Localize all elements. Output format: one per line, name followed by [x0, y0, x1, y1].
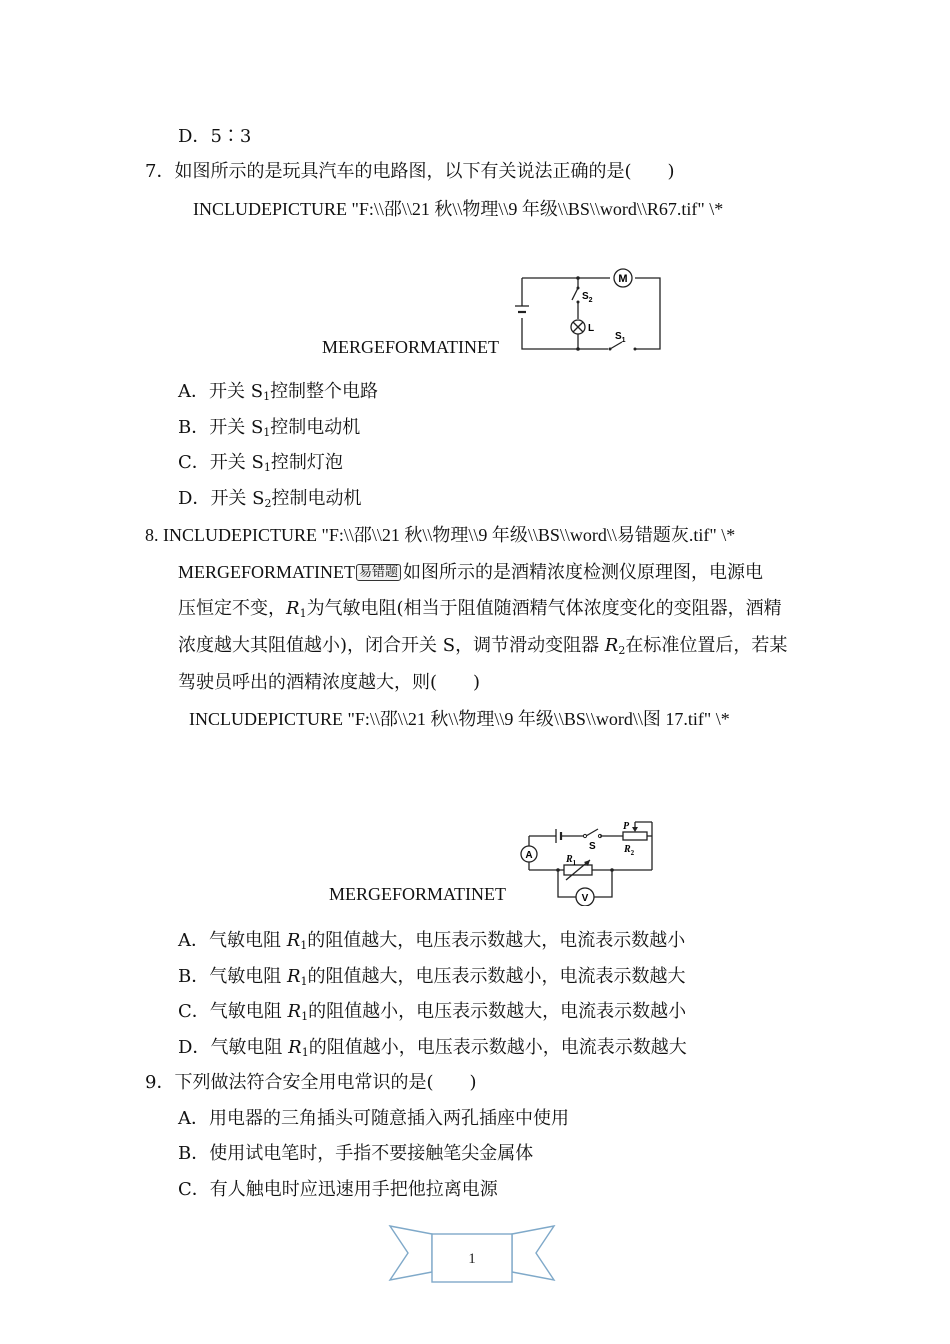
lamp-label: L — [588, 323, 595, 334]
q8-stem-line2: 压恒定不变，$R_1$为气敏电阻(相当于阻值随酒精气体浓度变化的变阻器，酒精 — [178, 598, 782, 620]
q8-includepicture-2: INCLUDEPICTURE "F:\\邵\\21 秋\\物理\\9 年级\\BS\\word\\图 17.tif" \* — [189, 709, 730, 729]
page-number-ribbon — [386, 1220, 558, 1286]
r1-label: $R_1$ — [566, 854, 577, 867]
page-number: 1 — [468, 1251, 476, 1267]
q8-stem-line3: 浓度越大其阻值越小)，闭合开关 S，调节滑动变阻器 $R_2$在标准位置后，若某 — [178, 635, 788, 657]
ribbon-right-tail — [512, 1226, 554, 1280]
q8-includepicture-1: 8. INCLUDEPICTURE "F:\\邵\\21 秋\\物理\\9 年级\\BS\\word\\易错题灰.tif" \* — [145, 525, 736, 545]
ribbon-left-tail — [390, 1226, 432, 1280]
q7-option-c: C．开关 $S_1$控制灯泡 — [178, 452, 343, 474]
r2-label: $R_2$ — [624, 844, 635, 857]
s2-label: $S_2$ — [582, 291, 593, 304]
q7-option-d: D．开关 $S_2$控制电动机 — [178, 488, 362, 510]
error-prone-badge: 易错题 — [356, 564, 401, 581]
q9-option-a: A．用电器的三角插头可随意插入两孔插座中使用 — [178, 1108, 569, 1129]
q8-circuit-figure — [516, 818, 660, 906]
q7-stem: 7．如图所示的是玩具汽车的电路图，以下有关说法正确的是( ) — [145, 161, 675, 182]
q8-option-d: D．气敏电阻 $R_1$的阻值越小，电压表示数越小，电流表示数越大 — [178, 1037, 687, 1059]
ammeter-label: A — [525, 850, 533, 861]
motor-label: M — [618, 273, 628, 285]
s1-label: $S_1$ — [615, 331, 626, 344]
q8-mergeformat-2: MERGEFORMATINET — [329, 884, 507, 904]
q9-option-c: C．有人触电时应迅速用手把他拉离电源 — [178, 1179, 498, 1200]
voltmeter-label: V — [581, 893, 589, 904]
switch-s-label: S — [589, 841, 596, 852]
q8-stem-line4: 驾驶员呼出的酒精浓度越大，则( ) — [178, 672, 481, 693]
q8-option-a: A．气敏电阻 $R_1$的阻值越大，电压表示数越大，电流表示数越小 — [178, 930, 686, 952]
q7-option-a: A．开关 $S_1$控制整个电路 — [178, 381, 379, 403]
q8-stem-line1: MERGEFORMATINET 易错题 如图所示的是酒精浓度检测仪原理图，电源电 — [178, 562, 764, 583]
q7-option-b: B．开关 $S_1$控制电动机 — [178, 417, 361, 439]
q9-stem: 9．下列做法符合安全用电常识的是( ) — [145, 1072, 477, 1093]
q7-mergeformat: MERGEFORMATINET — [322, 337, 500, 357]
q7-circuit-figure — [510, 266, 666, 356]
slider-p-label: P — [623, 821, 630, 832]
q8-option-c: C．气敏电阻 $R_1$的阻值越小，电压表示数越大，电流表示数越小 — [178, 1001, 687, 1023]
q9-option-b: B．使用试电笔时，手指不要接触笔尖金属体 — [178, 1143, 534, 1164]
q7-includepicture: INCLUDEPICTURE "F:\\邵\\21 秋\\物理\\9 年级\\BS\\word\\R67.tif" \* — [193, 199, 724, 219]
q8-option-b: B．气敏电阻 $R_1$的阻值越大，电压表示数越小，电流表示数越大 — [178, 966, 686, 988]
q6-option-d: D．5∶3 — [178, 126, 252, 147]
